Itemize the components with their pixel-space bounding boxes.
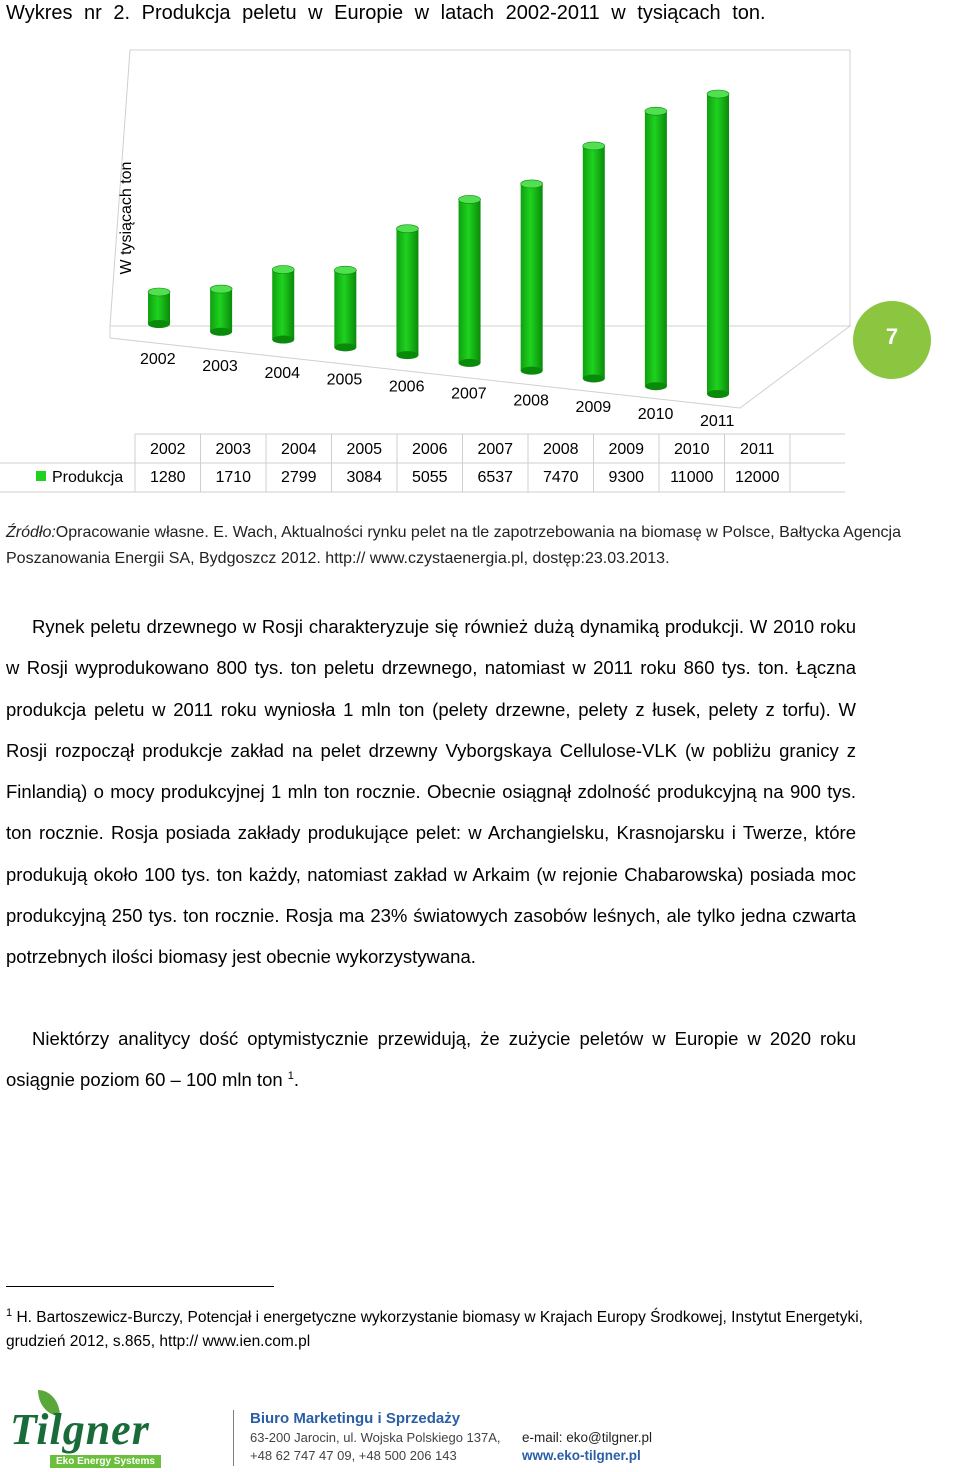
paragraph-2-text: Niektórzy analitycy dość optymistycznie przewidują, że zużycie peletów w Europie w 2020 roku osiągnie poziom 60 – 100 mln ton xyxy=(6,1028,856,1091)
bar-top xyxy=(707,90,729,98)
bar-2010 xyxy=(645,107,667,390)
x-tick-2002: 2002 xyxy=(140,351,176,368)
bar-2004 xyxy=(272,266,294,344)
footnote-text: H. Bartoszewicz-Burczy, Potencjał i energetyczne wykorzystanie biomasy w Krajach Europy Środkowej, Instytut Energetyki, grudzień 2012, s.865, http:// www.ien.com.pl xyxy=(6,1309,863,1350)
table-value-cell: 5055 xyxy=(411,469,448,486)
bar-top xyxy=(459,195,481,203)
table-value-cell: 9300 xyxy=(608,469,645,486)
table-header-cell: 2007 xyxy=(477,441,514,458)
table-value-cell: 2799 xyxy=(280,469,317,486)
bar-base xyxy=(148,320,170,328)
bar-base xyxy=(645,382,667,390)
source-note xyxy=(6,520,936,572)
table-value-cell: 3084 xyxy=(346,469,383,486)
x-tick-2009: 2009 xyxy=(575,399,612,417)
bar-body xyxy=(396,229,418,355)
x-tick-2007: 2007 xyxy=(451,385,487,403)
source-text: Opracowanie własne. E. Wach, Aktualności rynku pelet na tle zapotrzebowania na biomasę w Polsce, Bałtycka Agencja Poszanowania Energii SA, Bydgoszcz 2012. http:// www.czystaenergia.pl, dostęp:23.03.2013. xyxy=(6,524,901,567)
table-header-cell: 2009 xyxy=(608,441,645,458)
table-header-cell: 2010 xyxy=(673,441,710,458)
x-tick-2005: 2005 xyxy=(326,371,363,389)
bar-2003 xyxy=(210,285,232,336)
legend-swatch xyxy=(36,471,46,481)
bar-top xyxy=(396,225,418,233)
logo-tagline: Eko Energy Systems xyxy=(50,1455,161,1468)
bar-body xyxy=(210,289,232,332)
bar-body xyxy=(645,111,667,386)
table-value-cell: 11000 xyxy=(670,469,714,486)
table-header-cell: 2006 xyxy=(411,441,448,458)
body-paragraph-2 xyxy=(6,1018,856,1101)
table-header-cell: 2003 xyxy=(215,441,252,458)
bar-top xyxy=(645,107,667,115)
x-tick-2011: 2011 xyxy=(700,413,735,430)
footnote xyxy=(6,1306,906,1354)
bar-top xyxy=(334,266,356,274)
table-value-cell: 12000 xyxy=(735,469,780,486)
bar-body xyxy=(148,292,170,324)
table-row-label: Produkcja xyxy=(52,469,124,486)
bar-base xyxy=(210,328,232,336)
bar-base xyxy=(334,343,356,351)
footer-divider xyxy=(233,1410,234,1466)
office-phones: +48 62 747 47 09, +48 500 206 143 xyxy=(250,1448,457,1463)
bar-top xyxy=(210,285,232,293)
bar-2008 xyxy=(521,180,543,375)
bar-body xyxy=(707,94,729,394)
footnote-ref[interactable]: 1 xyxy=(287,1070,294,1083)
company-logo: Tilgner xyxy=(10,1405,150,1454)
footnote-divider xyxy=(6,1286,274,1287)
bar-body xyxy=(334,270,356,347)
bar-base xyxy=(272,336,294,344)
bar-body xyxy=(272,270,294,340)
bar-base xyxy=(707,390,729,398)
y-axis-label: W tysiącach ton xyxy=(118,161,135,275)
bar-top xyxy=(148,288,170,296)
table-header-cell: 2005 xyxy=(346,441,383,458)
bar-base xyxy=(521,367,543,375)
bar-top xyxy=(521,180,543,188)
x-tick-2008: 2008 xyxy=(513,392,549,410)
bar-2002 xyxy=(148,288,170,328)
bar-2006 xyxy=(396,225,418,359)
x-tick-2006: 2006 xyxy=(388,378,425,396)
contact-website[interactable]: www.eko-tilgner.pl xyxy=(522,1448,641,1463)
chart xyxy=(0,28,960,508)
table-header-cell: 2004 xyxy=(280,441,317,458)
footnote-mark: 1 xyxy=(6,1306,13,1319)
table-value-cell: 1280 xyxy=(149,469,186,486)
bar-top xyxy=(583,142,605,150)
table-header-cell: 2002 xyxy=(149,441,186,458)
table-header-cell: 2008 xyxy=(542,441,579,458)
x-tick-2004: 2004 xyxy=(264,364,301,382)
x-tick-2003: 2003 xyxy=(202,357,238,375)
bar-top xyxy=(272,266,294,274)
chart-title: Wykres nr 2. Produkcja peletu w Europie w latach 2002-2011 w tysiącach ton. xyxy=(6,2,766,24)
body-paragraph-1: Rynek peletu drzewnego w Rosji charakteryzuje się również dużą dynamiką produkcji. W 2010 roku w Rosji wyprodukowano 800 tys. ton peletu drzewnego, natomiast w 2011 roku 860 tys. ton. Łączna produkcja peletu w 2011 roku wyniosła 1 mln ton (pelety drzewne, pelety z łusek, pelety z torfu). W Rosji rozpoczął produkcje zakład na pelet drzewny Vyborgskaya Cellulose-VLK (w pobliżu granicy z Finlandią) o mocy produkcyjnej 1 mln ton rocznie. Obecnie osiągnął zdolność produkcyjną na 900 tys. ton rocznie. Rosja posiada zakłady produkujące pelet: w Archangielsku, Krasnojarsku i Twerze, które produkują około 100 tys. ton każdy, natomiast zakład w Arkaim (w rejonie Chabarowska) posiada moc produkcyjną 250 tys. ton rocznie. Rosja ma 23% światowych zasobów leśnych, ale tylko jedna czwarta potrzebnych ilości biomasy jest obecnie wykorzystywana. xyxy=(6,616,856,968)
table-value-cell: 6537 xyxy=(477,469,514,486)
bar-body xyxy=(459,199,481,362)
table-value-cell: 7470 xyxy=(542,469,579,486)
bar-2005 xyxy=(334,266,356,351)
bar-body xyxy=(583,146,605,379)
office-title: Biuro Marketingu i Sprzedaży xyxy=(250,1410,461,1427)
table-value-cell: 1710 xyxy=(215,469,252,486)
source-label: Źródło: xyxy=(6,524,56,541)
page-number-badge: 7 xyxy=(853,301,931,379)
bar-base xyxy=(583,374,605,382)
bar-base xyxy=(396,351,418,359)
bar-base xyxy=(459,359,481,367)
contact-email[interactable]: e-mail: eko@tilgner.pl xyxy=(522,1430,653,1445)
bar-2009 xyxy=(583,142,605,383)
bar-2007 xyxy=(459,195,481,366)
bar-2011 xyxy=(707,90,729,398)
paragraph-2-end: . xyxy=(293,1069,300,1091)
x-tick-2010: 2010 xyxy=(637,406,674,424)
bar-body xyxy=(521,184,543,371)
office-address: 63-200 Jarocin, ul. Wojska Polskiego 137A, xyxy=(250,1430,501,1445)
table-header-cell: 2011 xyxy=(740,441,775,458)
